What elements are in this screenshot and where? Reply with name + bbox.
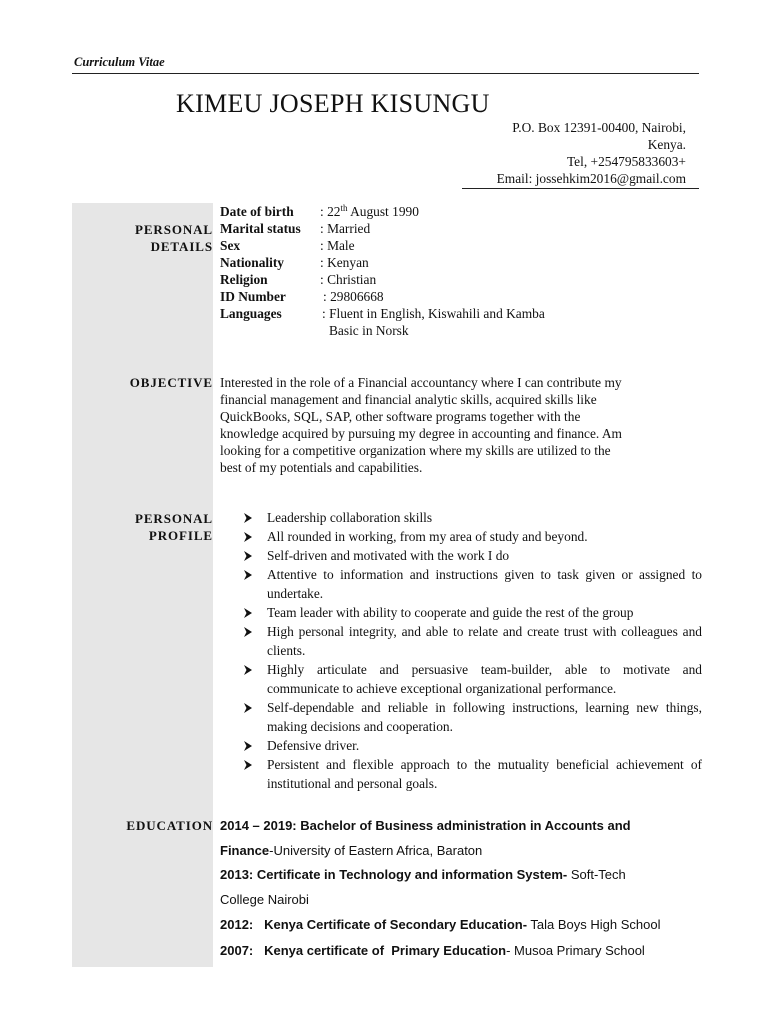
list-item — [243, 736, 702, 755]
dob-ordinal: th — [340, 203, 348, 213]
profile-list — [243, 508, 702, 793]
arrow-bullet-icon — [243, 703, 253, 713]
heading-line: PERSONAL — [135, 222, 213, 237]
list-item-text: Self-dependable and reliable in following instructions, learning new things, making decisions and cooperation. — [267, 700, 702, 734]
contact-rule — [462, 188, 699, 189]
applicant-name: KIMEU JOSEPH KISUNGU — [176, 89, 490, 118]
detail-value: : Kenyan — [320, 255, 369, 270]
education-title: 2014 – 2019: Bachelor of Business administration in Accounts and — [220, 818, 631, 833]
education-entry-bachelor-cont — [220, 842, 710, 859]
list-item-text: Persistent and flexible approach to the mutuality beneficial achievement of institutional and personal goals. — [267, 757, 702, 791]
arrow-bullet-icon — [243, 741, 253, 751]
objective-line: looking for a competitive organization where my skills are utilized to the — [220, 443, 611, 458]
list-item — [243, 622, 702, 660]
education-entry-certificate — [220, 866, 710, 883]
arrow-bullet-icon — [243, 608, 253, 618]
education-entry-certificate-cont — [220, 891, 710, 908]
objective-line: QuickBooks, SQL, SAP, other software programs together with the — [220, 409, 581, 424]
detail-value: : Fluent in English, Kiswahili and Kamba — [322, 306, 545, 321]
detail-label: Religion — [220, 272, 268, 287]
heading-line: PROFILE — [148, 528, 213, 543]
section-heading-education: EDUCATION — [126, 818, 213, 833]
section-heading-personal-details — [135, 221, 213, 255]
contact-email: Email: jossehkim2016@gmail.com — [496, 171, 686, 186]
list-item — [243, 698, 702, 736]
objective-text — [220, 374, 702, 476]
dob-day: : 22 — [320, 204, 341, 219]
list-item — [243, 546, 702, 565]
arrow-bullet-icon — [243, 532, 253, 542]
list-item-text: Defensive driver. — [267, 738, 360, 753]
list-item — [243, 527, 702, 546]
detail-label: Sex — [220, 238, 241, 253]
education-institution: Soft-Tech — [567, 867, 626, 882]
list-item-text: High personal integrity, and able to relate and create trust with colleagues and clients. — [267, 624, 702, 658]
objective-line: financial management and financial analytic skills, acquired skills like — [220, 392, 597, 407]
header-rule — [72, 73, 699, 74]
detail-value: : Christian — [320, 272, 377, 287]
heading-line: PERSONAL — [135, 511, 213, 526]
list-item — [243, 755, 702, 793]
detail-label: Languages — [220, 306, 282, 321]
education-title: 2012: Kenya Certificate of Secondary Education- — [220, 917, 528, 932]
arrow-bullet-icon — [243, 551, 253, 561]
detail-value: : 29806668 — [323, 289, 384, 304]
arrow-bullet-icon — [243, 665, 253, 675]
detail-value — [320, 204, 419, 220]
detail-label: ID Number — [220, 289, 286, 304]
contact-phone: Tel, +254795833603+ — [566, 154, 686, 169]
heading-line: DETAILS — [150, 239, 213, 254]
objective-line: best of my potentials and capabilities. — [220, 460, 423, 475]
education-institution: College Nairobi — [220, 892, 309, 907]
detail-label: Date of birth — [220, 204, 294, 219]
education-entry-primary — [220, 942, 710, 959]
list-item-text: Team leader with ability to cooperate and guide the rest of the group — [267, 605, 634, 620]
detail-value: Basic in Norsk — [329, 323, 409, 338]
list-item — [243, 603, 702, 622]
list-item-text: Leadership collaboration skills — [267, 510, 433, 525]
list-item — [243, 508, 702, 527]
objective-line: Interested in the role of a Financial accountancy where I can contribute my — [220, 375, 622, 390]
education-title: Finance — [220, 843, 270, 858]
list-item-text: Self-driven and motivated with the work I do — [267, 548, 510, 563]
education-entry-bachelor — [220, 817, 710, 834]
dob-rest: August 1990 — [347, 204, 419, 219]
detail-label: Nationality — [220, 255, 284, 270]
education-institution: - Musoa Primary School — [506, 943, 645, 958]
education-entry-secondary — [220, 916, 710, 933]
contact-country: Kenya. — [647, 137, 686, 152]
list-item-text: All rounded in working, from my area of study and beyond. — [267, 529, 588, 544]
arrow-bullet-icon — [243, 570, 253, 580]
education-institution: -University of Eastern Africa, Baraton — [269, 843, 483, 858]
list-item-text: Highly articulate and persuasive team-builder, able to motivate and communicate to achieve exceptional organizational performance. — [267, 662, 702, 696]
arrow-bullet-icon — [243, 760, 253, 770]
contact-address: P.O. Box 12391-00400, Nairobi, — [512, 120, 686, 135]
arrow-bullet-icon — [243, 627, 253, 637]
detail-value: : Male — [320, 238, 355, 253]
objective-line: knowledge acquired by pursuing my degree in accounting and finance. Am — [220, 426, 622, 441]
education-title: 2013: Certificate in Technology and information System- — [220, 867, 568, 882]
section-heading-objective: OBJECTIVE — [129, 375, 213, 390]
education-institution: Tala Boys High School — [527, 917, 661, 932]
list-item — [243, 660, 702, 698]
cv-label: Curriculum Vitae — [74, 55, 165, 69]
detail-label: Marital status — [220, 221, 301, 236]
arrow-bullet-icon — [243, 513, 253, 523]
education-title: 2007: Kenya certificate of Primary Education — [220, 943, 507, 958]
list-item-text: Attentive to information and instructions given to task given or assigned to undertake. — [267, 567, 702, 601]
section-sidebar — [72, 203, 213, 967]
section-heading-personal-profile — [135, 510, 213, 544]
list-item — [243, 565, 702, 603]
detail-value: : Married — [320, 221, 371, 236]
